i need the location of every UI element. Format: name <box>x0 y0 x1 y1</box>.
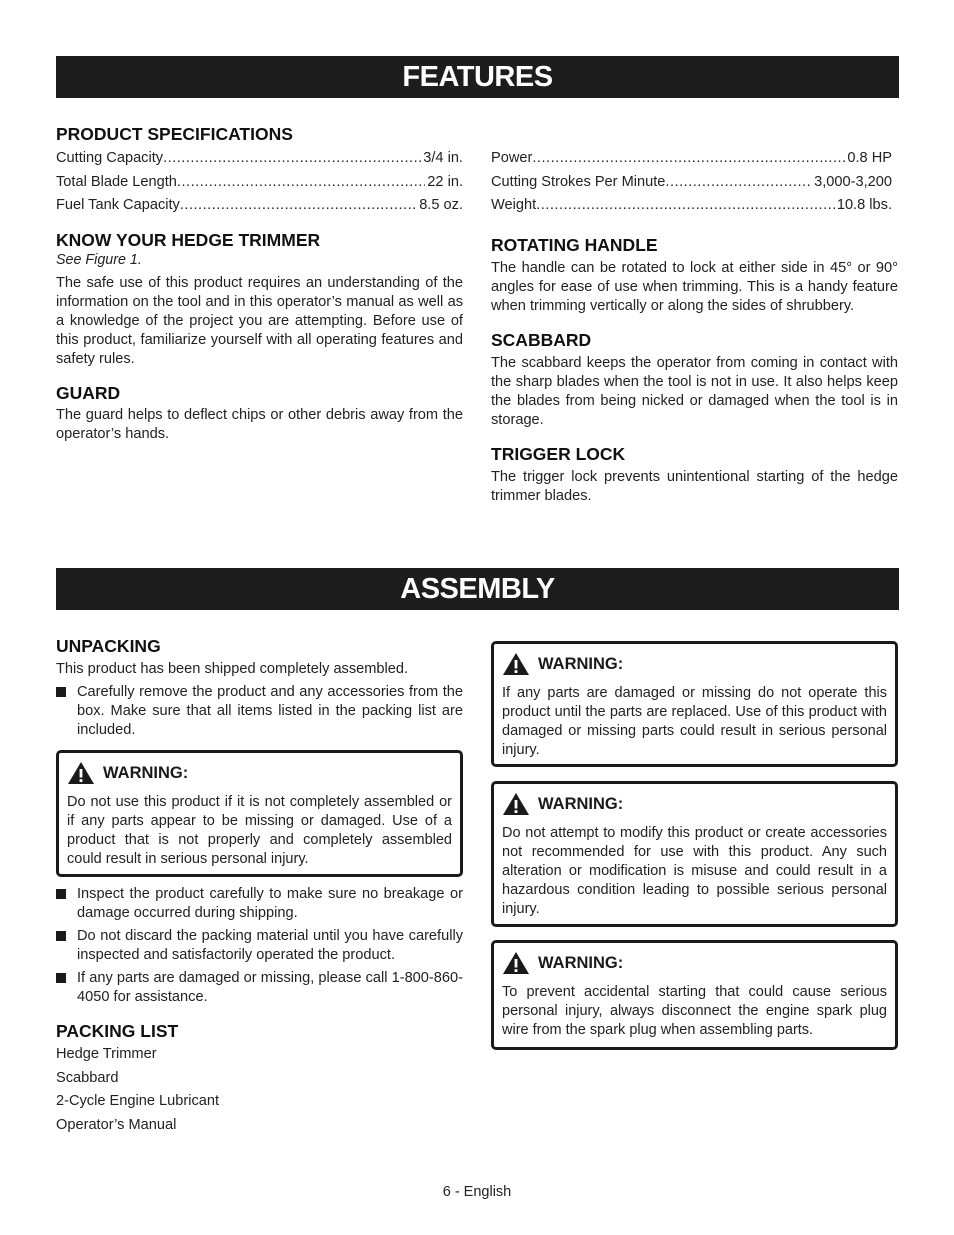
spec-label: Cutting Capacity <box>56 150 164 166</box>
unpacking-bullet <box>56 683 463 740</box>
guard-heading: GUARD <box>56 383 121 403</box>
unpacking-bullet <box>56 927 463 965</box>
rotating-handle-heading: ROTATING HANDLE <box>491 235 658 255</box>
warning-triangle-icon <box>67 761 95 785</box>
know-your-hedge-trimmer-heading: KNOW YOUR HEDGE TRIMMER <box>56 230 321 250</box>
square-bullet-icon <box>56 889 66 899</box>
guard-body: The guard helps to deflect chips or other debris away from the operator’s hands. <box>56 407 463 442</box>
know-your-body: The safe use of this product requires an understanding of the information on the tool and in this operator’s manual as well as a knowledge of the project you are attempting. Before use of this product, familiarize yourself with all operating features and safety rules. <box>56 275 463 367</box>
bullet-text: Inspect the product carefully to make sure no breakage or damage occurred during shipping. <box>77 886 463 921</box>
warning-triangle-icon <box>502 792 530 816</box>
warning-header <box>502 792 887 816</box>
square-bullet-icon <box>56 973 66 983</box>
dot-leader <box>665 173 812 192</box>
warning-header <box>67 761 452 785</box>
square-bullet-icon <box>56 687 66 697</box>
warning-body: To prevent accidental starting that could cause serious personal injury, always disconnect the engine spark plug wire from the spark plug when assembling parts. <box>502 984 887 1038</box>
bullet-text: If any parts are damaged or missing, please call 1-800-860-4050 for assistance. <box>77 970 463 1005</box>
warning-title: WARNING: <box>538 794 624 813</box>
spec-value: 3/4 in. <box>423 150 463 166</box>
warning-title: WARNING: <box>538 654 624 673</box>
packing-list-item: 2-Cycle Engine Lubricant <box>56 1093 220 1109</box>
trigger-lock-body: The trigger lock prevents unintentional starting of the hedge trimmer blades. <box>491 469 898 504</box>
packing-list-heading: PACKING LIST <box>56 1021 179 1041</box>
unpacking-bullet <box>56 885 463 923</box>
see-figure-note: See Figure 1. <box>56 252 142 268</box>
dot-leader <box>536 196 835 215</box>
warning-box-damaged-parts <box>491 641 898 767</box>
spec-label: Total Blade Length <box>56 173 177 190</box>
warning-triangle-icon <box>502 951 530 975</box>
features-left-column <box>56 123 463 444</box>
bullet-text: Do not discard the packing material until you have carefully inspected and satisfactorily operated the product. <box>77 928 463 963</box>
spec-value: 0.8 HP <box>847 150 892 166</box>
warning-body: Do not attempt to modify this product or create accessories not recommended for use with this product. Any such alteration or modification is misuse and could result in a hazardous condition leading to possible serious personal injury. <box>502 825 887 917</box>
spec-row <box>56 149 463 168</box>
product-specifications-heading: PRODUCT SPECIFICATIONS <box>56 124 293 144</box>
packing-list-item: Scabbard <box>56 1069 119 1086</box>
assembly-left-column <box>56 635 463 740</box>
warning-box-incomplete-assembly <box>56 750 463 877</box>
spec-label: Cutting Strokes Per Minute <box>491 173 666 190</box>
spec-label: Fuel Tank Capacity <box>56 197 180 213</box>
dot-leader <box>163 149 421 168</box>
warning-triangle-icon <box>502 652 530 676</box>
unpacking-bullet <box>56 969 463 1007</box>
spec-value: 3,000-3,200 <box>814 173 892 190</box>
warning-body: If any parts are damaged or missing do not operate this product until the parts are replaced. Use of this product with damaged or missing parts could result in serious personal injury. <box>502 685 887 758</box>
spec-row <box>491 149 892 168</box>
scabbard-body: The scabbard keeps the operator from coming in contact with the sharp blades when the tool is not in use. It also helps keep the blades from being nicked or damaged when the tool is in storage. <box>491 355 898 428</box>
bullet-text: Carefully remove the product and any accessories from the box. Make sure that all items listed in the packing list are included. <box>77 684 463 738</box>
spec-row <box>491 173 892 192</box>
spec-row <box>491 196 892 215</box>
warning-title: WARNING: <box>103 763 189 782</box>
page-footer: 6 - English <box>442 1184 512 1200</box>
warning-body: Do not use this product if it is not completely assembled or if any parts appear to be missing or damaged. Use of a product that is not properly and completely assembled could result in serious personal injury. <box>67 794 452 867</box>
warning-header <box>502 652 887 676</box>
packing-list-item: Operator’s Manual <box>56 1116 177 1133</box>
packing-list <box>56 1045 463 1135</box>
spec-label: Power <box>491 150 533 166</box>
unpacking-bullets-list <box>56 881 463 1139</box>
spec-list-right <box>491 149 892 215</box>
dot-leader <box>180 196 417 215</box>
packing-list-item: Hedge Trimmer <box>56 1046 157 1062</box>
rotating-handle-body: The handle can be rotated to lock at either side in 45° or 90° angles for ease of use when trimming. This is a handy feature when trimming vertically or along the sides of shrubbery. <box>491 260 898 314</box>
warning-header <box>502 951 887 975</box>
spec-list-left <box>56 149 463 215</box>
square-bullet-icon <box>56 931 66 941</box>
features-banner: FEATURES <box>56 56 899 98</box>
scabbard-heading: SCABBARD <box>491 330 592 350</box>
trigger-lock-heading: TRIGGER LOCK <box>491 444 626 464</box>
spec-value: 22 in. <box>427 173 463 190</box>
warning-box-modification <box>491 781 898 927</box>
warning-title: WARNING: <box>538 953 624 972</box>
features-right-sections <box>491 234 898 506</box>
unpacking-intro: This product has been shipped completely assembled. <box>56 661 409 677</box>
unpacking-heading: UNPACKING <box>56 636 161 656</box>
dot-leader <box>177 173 425 192</box>
spec-value: 10.8 lbs. <box>836 197 892 213</box>
spec-value: 8.5 oz. <box>419 197 463 213</box>
spec-row <box>56 196 463 215</box>
spec-label: Weight <box>491 197 537 213</box>
dot-leader <box>532 149 845 168</box>
warning-box-spark-plug <box>491 940 898 1050</box>
assembly-banner: ASSEMBLY <box>56 568 899 610</box>
features-right-column <box>491 149 892 220</box>
spec-row <box>56 173 463 192</box>
